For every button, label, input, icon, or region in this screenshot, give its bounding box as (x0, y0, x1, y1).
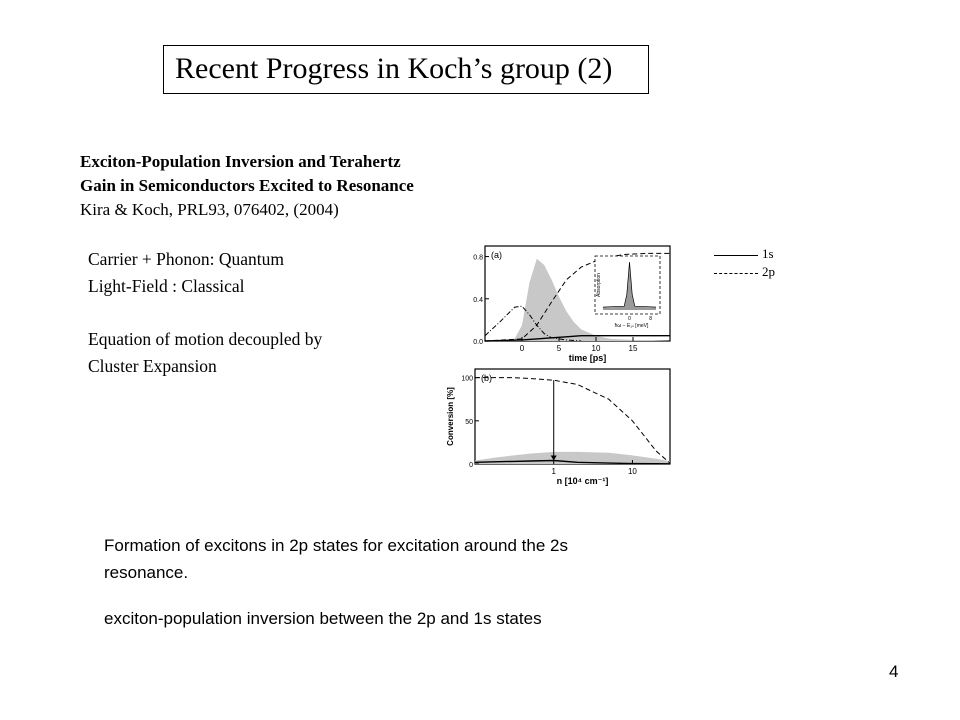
panel-a-label: (a) (491, 250, 502, 260)
caption (104, 532, 568, 632)
paper-title-line-1: Exciton-Population Inversion and Terahertz (80, 152, 401, 171)
caption-line-3: exciton-population inversion between the 2p and 1s states (104, 609, 542, 628)
paper-reference (80, 150, 414, 222)
panel-b-ytick-label: 0 (469, 462, 473, 469)
panel-a-xtick-label: 10 (591, 344, 601, 353)
panel-b-label: (b) (481, 373, 492, 383)
panel-b-xlabel: n [10⁴ cm⁻¹] (556, 476, 609, 486)
panel-b-ytick-label: 100 (461, 375, 473, 383)
slide-title: Recent Progress in Koch’s group (2) (175, 52, 613, 85)
panel-a-xtick-label: 15 (628, 344, 638, 353)
panel-b-ytick-label: 50 (465, 418, 473, 426)
panel-a-ytick-label: 0.4 (473, 296, 483, 304)
legend-item-2p (712, 264, 802, 284)
panel-a-ytick-label: 0.8 (473, 254, 483, 262)
inset-xtick-label: 0 (628, 316, 631, 322)
panel-b-xtick-label: 10 (627, 467, 637, 476)
solid-line-icon (714, 255, 758, 256)
method-notes (88, 246, 322, 380)
note-light-field: Light-Field : Classical (88, 276, 245, 296)
note-carrier-phonon: Carrier + Phonon: Quantum (88, 249, 285, 269)
caption-line-2: resonance. (104, 563, 189, 582)
note-equation-of-motion: Equation of motion decoupled by (88, 329, 323, 349)
legend-item-1s (712, 246, 802, 266)
paper-title-line-2: Gain in Semiconductors Excited to Resonance (80, 176, 414, 195)
inset-xlabel: ħω − E₁ₛ [meV] (614, 323, 649, 329)
panel-a-ytick-label: 0.0 (473, 339, 483, 346)
panel-b-ylabel: Conversion [%] (446, 387, 455, 446)
panel-a-xlabel: time [ps] (568, 353, 607, 363)
page-number: 4 (889, 662, 899, 681)
legend-label-1s: 1s (762, 246, 774, 261)
figure-panels (440, 238, 680, 498)
note-cluster-expansion: Cluster Expansion (88, 356, 217, 376)
inset-ylabel: Absorption (596, 273, 602, 297)
panel-b-xtick-label: 1 (551, 467, 556, 476)
panel-a-xtick-label: 0 (519, 344, 525, 353)
paper-citation: Kira & Koch, PRL93, 076402, (2004) (80, 200, 339, 219)
title-box (163, 45, 649, 94)
panel-a-xtick-label: 5 (556, 344, 562, 353)
caption-line-1: Formation of excitons in 2p states for excitation around the 2s (104, 536, 568, 555)
inset-xtick-label: 8 (649, 316, 653, 322)
legend-label-2p: 2p (762, 264, 775, 279)
dashed-line-icon (714, 273, 758, 274)
